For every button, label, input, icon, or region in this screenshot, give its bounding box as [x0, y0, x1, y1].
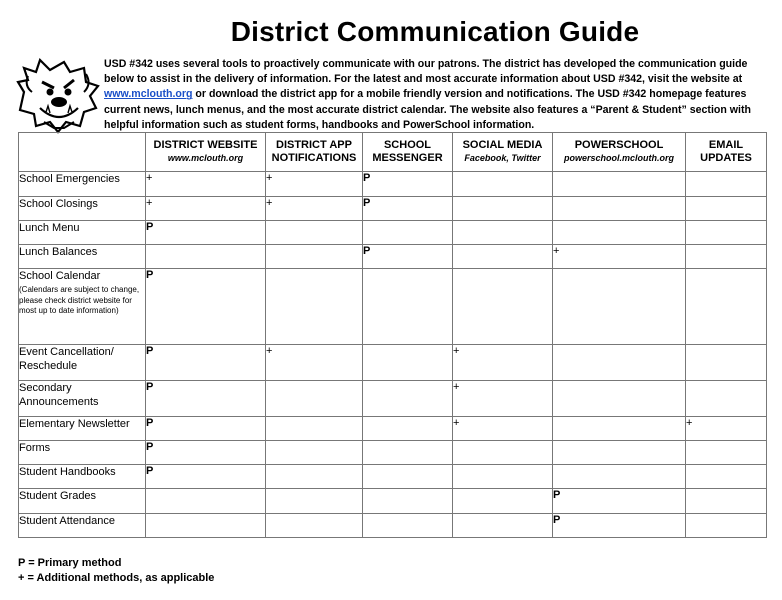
table-cell: +: [686, 417, 767, 441]
table-body: [19, 172, 767, 538]
table-cell: [453, 441, 553, 465]
table-cell: +: [553, 245, 686, 269]
table-row: [19, 245, 767, 269]
row-label: [19, 417, 146, 441]
table-cell: +: [453, 417, 553, 441]
table-cell: P: [363, 197, 453, 221]
table-cell: [453, 514, 553, 538]
table-cell: [363, 381, 453, 417]
table-cell: +: [146, 172, 266, 197]
table-cell: [363, 269, 453, 345]
legend-additional: + = Additional methods, as applicable: [18, 572, 215, 584]
table-cell: [453, 465, 553, 489]
table-cell: [453, 172, 553, 197]
table-cell: [266, 514, 363, 538]
table-cell: +: [266, 197, 363, 221]
table-cell: P: [146, 381, 266, 417]
header-school-messenger: SCHOOL MESSENGER: [363, 133, 453, 172]
row-label-note: (Calendars are subject to change, please check district website for most up to date information): [19, 285, 140, 315]
row-label: [19, 381, 146, 417]
table-cell: P: [146, 269, 266, 345]
table-row: [19, 269, 767, 345]
table-cell: +: [146, 197, 266, 221]
table-cell: [686, 172, 767, 197]
table-cell: +: [266, 172, 363, 197]
table-cell: [453, 489, 553, 514]
row-label-text: Secondary Announcements: [19, 382, 99, 408]
table-cell: [686, 381, 767, 417]
table-cell: [686, 465, 767, 489]
table-row: [19, 514, 767, 538]
table-cell: P: [363, 172, 453, 197]
table-row: [19, 172, 767, 197]
row-label: [19, 221, 146, 245]
table-cell: [266, 417, 363, 441]
table-cell: P: [363, 245, 453, 269]
table-cell: [363, 417, 453, 441]
communication-table: [18, 132, 767, 538]
table-cell: [553, 221, 686, 245]
row-label: [19, 514, 146, 538]
table-cell: [146, 245, 266, 269]
table-cell: +: [453, 345, 553, 381]
table-cell: [363, 489, 453, 514]
row-label-text: School Calendar: [19, 270, 101, 282]
table-cell: [686, 514, 767, 538]
table-cell: [686, 345, 767, 381]
table-cell: [453, 221, 553, 245]
table-cell: [363, 465, 453, 489]
bulldog-mascot-logo: [14, 52, 102, 134]
table-cell: [553, 172, 686, 197]
table-cell: P: [146, 417, 266, 441]
table-cell: [146, 489, 266, 514]
row-label-text: Elementary Newsletter: [19, 418, 130, 430]
table-row: [19, 221, 767, 245]
row-label-text: Student Grades: [19, 490, 97, 502]
table-cell: [453, 269, 553, 345]
header-powerschool: POWERSCHOOL powerschool.mclouth.org: [553, 133, 686, 172]
row-label-text: School Closings: [19, 198, 98, 210]
row-label: [19, 465, 146, 489]
table-cell: [363, 221, 453, 245]
table-cell: [686, 441, 767, 465]
row-label: [19, 269, 146, 345]
table-cell: [453, 197, 553, 221]
table-cell: +: [266, 345, 363, 381]
table-cell: [266, 465, 363, 489]
header-email-updates: EMAIL UPDATES: [686, 133, 767, 172]
table-cell: +: [453, 381, 553, 417]
intro-paragraph: [104, 57, 764, 133]
row-label: [19, 489, 146, 514]
intro-text-1: USD #342 uses several tools to proactively communicate with our patrons. The district has developed the communication guide below to assist in the delivery of information. For the latest and most accurate information about USD #342, visit the website at: [104, 58, 748, 86]
table-cell: [553, 269, 686, 345]
row-label-text: Forms: [19, 442, 51, 454]
table-cell: [686, 197, 767, 221]
website-link[interactable]: www.mclouth.org: [104, 88, 193, 101]
table-cell: [266, 381, 363, 417]
table-cell: [266, 441, 363, 465]
page-title: District Communication Guide: [230, 16, 640, 47]
table-cell: P: [146, 441, 266, 465]
table-cell: [553, 417, 686, 441]
table-cell: [266, 221, 363, 245]
table-cell: [553, 381, 686, 417]
table-cell: [266, 269, 363, 345]
row-label-text: Student Handbooks: [19, 466, 116, 478]
header-blank: [19, 133, 146, 172]
row-label: [19, 172, 146, 197]
table-cell: [553, 465, 686, 489]
table-cell: P: [146, 345, 266, 381]
table-cell: [146, 514, 266, 538]
table-cell: P: [146, 221, 266, 245]
row-label-text: School Emergencies: [19, 173, 120, 185]
table-row: [19, 417, 767, 441]
table-cell: [553, 441, 686, 465]
table-cell: P: [553, 489, 686, 514]
row-label: [19, 441, 146, 465]
table-cell: [363, 441, 453, 465]
table-row: [19, 465, 767, 489]
table-cell: [686, 245, 767, 269]
table-header-row: [19, 133, 767, 172]
table-row: [19, 381, 767, 417]
table-row: [19, 197, 767, 221]
table-cell: [266, 489, 363, 514]
table-cell: [686, 269, 767, 345]
table-cell: [553, 345, 686, 381]
row-label: [19, 245, 146, 269]
table-cell: P: [553, 514, 686, 538]
header-district-website: DISTRICT WEBSITE www.mclouth.org: [146, 133, 266, 172]
table-cell: [553, 197, 686, 221]
table-cell: [363, 345, 453, 381]
table-cell: [686, 221, 767, 245]
row-label-text: Lunch Balances: [19, 246, 98, 258]
row-label-text: Lunch Menu: [19, 222, 80, 234]
intro-text-2: or download the district app for a mobile friendly version and notifications. The USD #342 homepage features current news, lunch menus, and the most accurate district calendar. The website also features a “Parent & Student” section with helpful information such as student forms, handbooks and PowerSchool information.: [104, 88, 751, 131]
table-cell: [686, 489, 767, 514]
row-label-text: Student Attendance: [19, 515, 116, 527]
header-social-media: SOCIAL MEDIA Facebook, Twitter: [453, 133, 553, 172]
legend-primary: P = Primary method: [18, 557, 122, 569]
table-cell: [453, 245, 553, 269]
row-label: [19, 345, 146, 381]
header-district-app: DISTRICT APP NOTIFICATIONS: [266, 133, 363, 172]
legend: [18, 556, 214, 586]
table-row: [19, 441, 767, 465]
table-cell: [363, 514, 453, 538]
table-row: [19, 345, 767, 381]
table-cell: [266, 245, 363, 269]
table-row: [19, 489, 767, 514]
table-cell: P: [146, 465, 266, 489]
row-label-text: Event Cancellation/ Reschedule: [19, 346, 114, 372]
row-label: [19, 197, 146, 221]
